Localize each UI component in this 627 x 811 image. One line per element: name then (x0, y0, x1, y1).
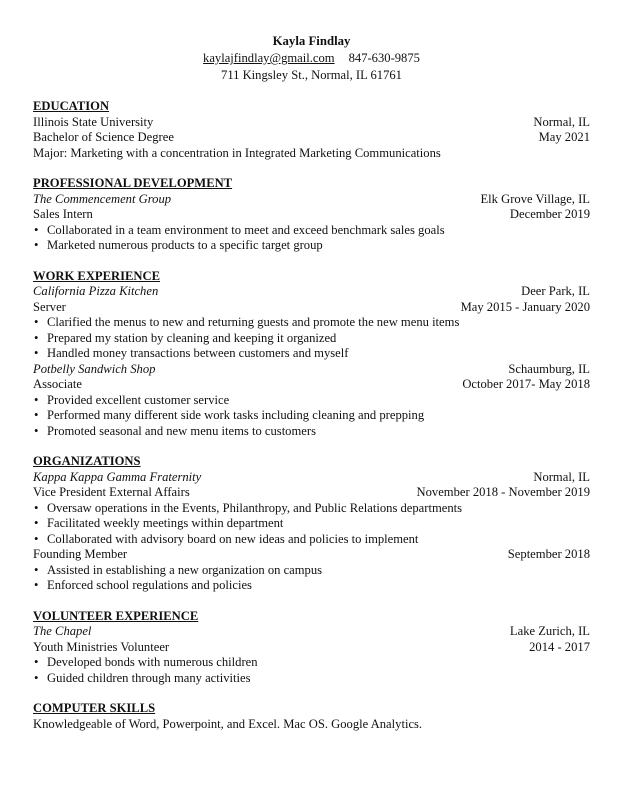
skills-heading: COMPUTER SKILLS (33, 701, 156, 715)
degree: Bachelor of Science Degree (33, 130, 174, 144)
list-item: • Oversaw operations in the Events, Philanthropy, and Public Relations departments (33, 501, 590, 517)
volunteer-section (33, 609, 590, 687)
skills-text: Knowledgeable of Word, Powerpoint, and Excel. Mac OS. Google Analytics. (33, 716, 423, 731)
list-item: • Performed many different side work tasks including cleaning and prepping (33, 408, 590, 424)
list-item: • Assisted in establishing a new organization on campus (33, 563, 590, 579)
professional-location: Elk Grove Village, IL (480, 191, 590, 206)
list-item: • Collaborated in a team environment to meet and exceed benchmark sales goals (33, 223, 590, 239)
resume-page (33, 33, 590, 732)
major: Major: Marketing with a concentration in Integrated Marketing Communications (33, 145, 441, 160)
list-item: • Clarified the menus to new and returning guests and promote the new menu items (33, 315, 590, 331)
list-item: • Facilitated weekly meetings within department (33, 516, 590, 532)
job-location: Deer Park, IL (521, 284, 590, 298)
list-item: • Collaborated with advisory board on new ideas and policies to implement (33, 532, 590, 548)
professional-org: The Commencement Group (33, 191, 172, 206)
organization-date: November 2018 - November 2019 (416, 485, 590, 499)
list-item: • Enforced school regulations and policies (33, 578, 590, 594)
organization-name: Kappa Kappa Gamma Fraternity (33, 469, 202, 484)
list-item: • Developed bonds with numerous children (33, 655, 590, 671)
list-item: • Marketed numerous products to a specific target group (33, 238, 590, 254)
professional-date: December 2019 (509, 207, 590, 221)
organization-role: Founding Member (33, 547, 128, 561)
candidate-name: Kayla Findlay (272, 34, 351, 48)
contact-line (33, 50, 590, 67)
list-item: • Guided children through many activities (33, 671, 590, 687)
organization-role-row (33, 547, 590, 563)
job-role-row (33, 300, 590, 316)
volunteer-role: Youth Ministries Volunteer (33, 639, 170, 654)
volunteer-heading: VOLUNTEER EXPERIENCE (33, 608, 199, 623)
organization-location: Normal, IL (533, 469, 590, 484)
organization-role-row (33, 485, 590, 501)
education-heading: EDUCATION (33, 99, 110, 113)
volunteer-bullets (33, 655, 590, 686)
professional-role: Sales Intern (33, 207, 93, 221)
address: 711 Kingsley St., Normal, IL 61761 (221, 68, 402, 82)
school-location: Normal, IL (533, 114, 590, 129)
professional-org-row (33, 192, 590, 208)
education-degree-row (33, 130, 590, 146)
work-section (33, 269, 590, 440)
education-section (33, 99, 590, 161)
organization-org-row (33, 470, 590, 486)
job-role: Associate (33, 377, 82, 391)
job-role: Server (33, 299, 66, 314)
job-org: California Pizza Kitchen (33, 284, 159, 298)
email-link[interactable]: kaylajfindlay@gmail.com (203, 51, 335, 65)
organization-bullets (33, 501, 590, 548)
list-item: • Promoted seasonal and new menu items to customers (33, 424, 590, 440)
job-date: May 2015 - January 2020 (460, 299, 590, 314)
professional-bullets (33, 223, 590, 254)
graduation-date: May 2021 (538, 130, 590, 144)
job-location: Schaumburg, IL (508, 361, 590, 376)
organizations-section (33, 454, 590, 594)
professional-role-row (33, 207, 590, 223)
job-date: October 2017- May 2018 (462, 377, 590, 391)
professional-heading: PROFESSIONAL DEVELOPMENT (33, 176, 233, 190)
work-heading: WORK EXPERIENCE (33, 268, 161, 283)
job-org: Potbelly Sandwich Shop (33, 361, 156, 376)
organizations-heading: ORGANIZATIONS (33, 454, 141, 468)
organization-bullets (33, 563, 590, 594)
job-bullets (33, 315, 590, 362)
phone-number: 847-630-9875 (348, 51, 420, 65)
job-org-row (33, 284, 590, 300)
resume-header (33, 33, 590, 84)
job-bullets (33, 393, 590, 440)
job-role-row (33, 377, 590, 393)
professional-section (33, 176, 590, 254)
education-school-row (33, 115, 590, 131)
volunteer-location: Lake Zurich, IL (509, 624, 590, 638)
volunteer-org: The Chapel (33, 624, 92, 638)
job-org-row (33, 362, 590, 378)
list-item: • Handled money transactions between customers and myself (33, 346, 590, 362)
organization-role: Vice President External Affairs (33, 485, 190, 499)
organization-date: September 2018 (507, 547, 590, 561)
skills-section (33, 701, 590, 732)
volunteer-role-row (33, 640, 590, 656)
list-item: • Prepared my station by cleaning and keeping it organized (33, 331, 590, 347)
list-item: • Provided excellent customer service (33, 393, 590, 409)
school-name: Illinois State University (33, 114, 154, 129)
volunteer-org-row (33, 624, 590, 640)
volunteer-date: 2014 - 2017 (529, 639, 590, 654)
